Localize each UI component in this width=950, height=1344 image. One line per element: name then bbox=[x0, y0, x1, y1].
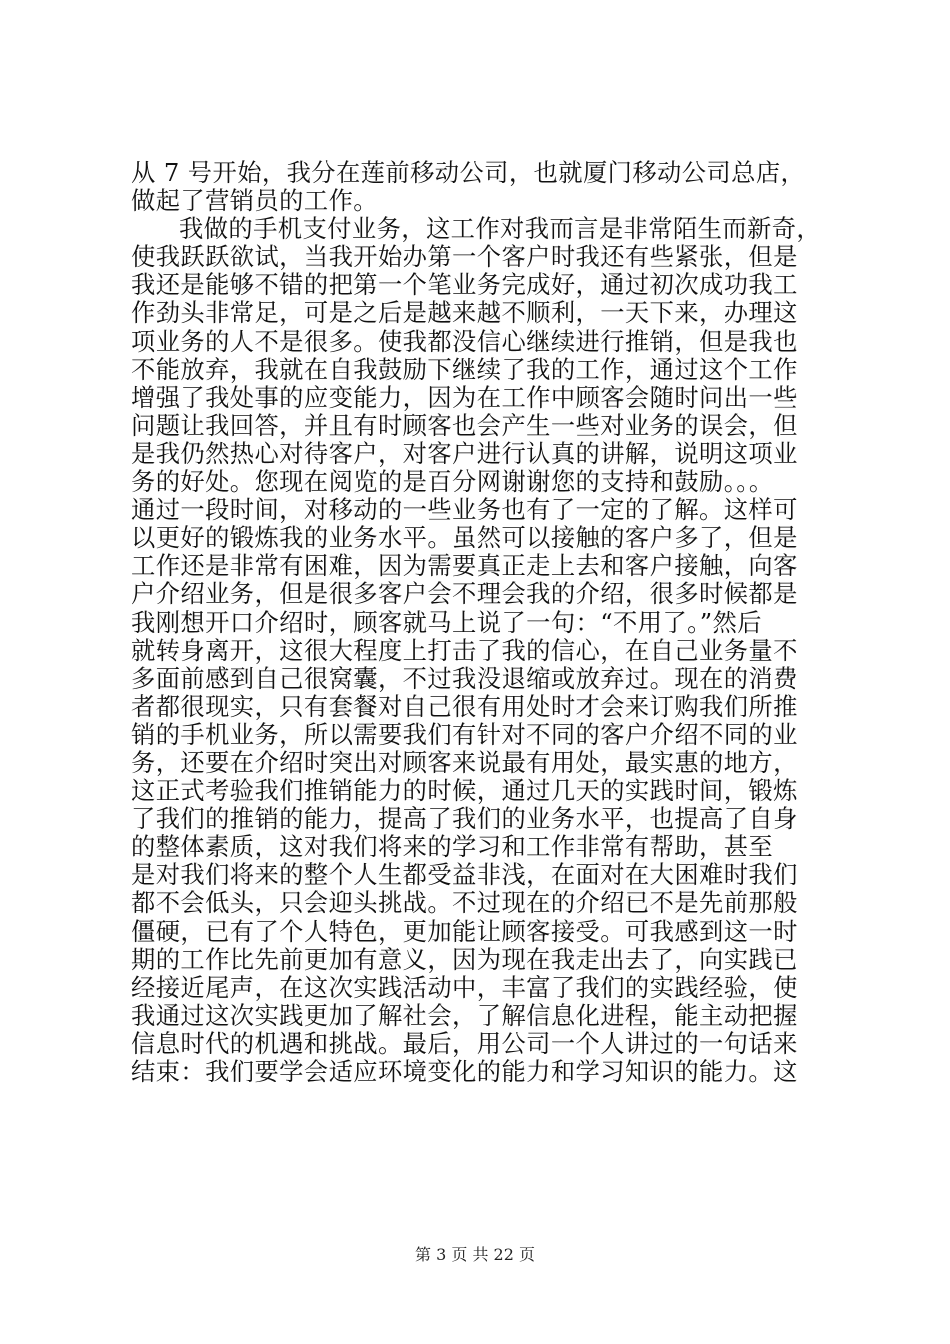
text-line: 户介绍业务，但是很多客户会不理会我的介绍，很多时候都是 bbox=[131, 579, 798, 609]
text-line: 工作还是非常有困难，因为需要真正走上去和客户接触，向客 bbox=[131, 551, 798, 581]
text-line: 的整体素质，这对我们将来的学习和工作非常有帮助，甚至 bbox=[131, 832, 774, 862]
text-line: 我刚想开口介绍时，顾客就马上说了一句：“不用了。”然后 bbox=[131, 607, 762, 637]
text-line: 作劲头非常足，可是之后是越来越不顺利，一天下来，办理这 bbox=[131, 298, 798, 328]
text-line: 是我仍然热心对待客户，对客户进行认真的讲解，说明这项业 bbox=[131, 438, 798, 468]
text-line: 僵硬，已有了个人特色，更加能让顾客接受。可我感到这一时 bbox=[131, 916, 798, 946]
text-line: 项业务的人不是很多。使我都没信心继续进行推销，但是我也 bbox=[131, 326, 798, 356]
text-line: 以更好的锻炼我的业务水平。虽然可以接触的客户多了，但是 bbox=[131, 523, 798, 553]
text-line: 都不会低头，只会迎头挑战。不过现在的介绍已不是先前那般 bbox=[131, 888, 798, 918]
text-line: 增强了我处事的应变能力，因为在工作中顾客会随时问出一些 bbox=[131, 382, 798, 412]
text-line: 信息时代的机遇和挑战。最后，用公司一个人讲过的一句话来 bbox=[131, 1028, 798, 1058]
text-line: 是对我们将来的整个人生都受益非浅，在面对在大困难时我们 bbox=[131, 860, 798, 890]
text-line: 期的工作比先前更加有意义，因为现在我走出去了，向实践已 bbox=[131, 944, 798, 974]
text-line: 我还是能够不错的把第一个笔业务完成好，通过初次成功我工 bbox=[131, 270, 798, 300]
paragraph-first-line: 我做的手机支付业务，这工作对我而言是非常陌生而新奇， bbox=[179, 214, 822, 244]
text-line: 通过一段时间，对移动的一些业务也有了一定的了解。这样可 bbox=[131, 495, 798, 525]
text-line: 务的好处。您现在阅览的是百分网谢谢您的支持和鼓励。。。 bbox=[131, 467, 774, 497]
text-line: 使我跃跃欲试，当我开始办第一个客户时我还有些紧张，但是 bbox=[131, 242, 798, 272]
text-line: 不能放弃，我就在自我鼓励下继续了我的工作，通过这个工作 bbox=[131, 354, 798, 384]
text-line: 就转身离开，这很大程度上打击了我的信心，在自己业务量不 bbox=[131, 635, 798, 665]
text-line: 经接近尾声，在这次实践活动中，丰富了我们的实践经验，使 bbox=[131, 972, 798, 1002]
text-line: 者都很现实，只有套餐对自己很有用处时才会来订购我们所推 bbox=[131, 691, 798, 721]
text-line: 销的手机业务，所以需要我们有针对不同的客户介绍不同的业 bbox=[131, 719, 798, 749]
text-line: 做起了营销员的工作。 bbox=[131, 186, 378, 216]
text-line: 了我们的推销的能力，提高了我们的业务水平，也提高了自身 bbox=[131, 804, 798, 834]
text-line: 我通过这次实践更加了解社会，了解信息化进程，能主动把握 bbox=[131, 1000, 798, 1030]
text-line: 结束：我们要学会适应环境变化的能力和学习知识的能力。这 bbox=[131, 1057, 798, 1086]
text-line: 务，还要在介绍时突出对顾客来说最有用处，最实惠的地方， bbox=[131, 747, 798, 777]
page-number-footer: 第 3 页 共 22 页 bbox=[415, 1245, 535, 1264]
text-line: 问题让我回答，并且有时顾客也会产生一些对业务的误会，但 bbox=[131, 410, 798, 440]
text-line: 这正式考验我们推销能力的时候，通过几天的实践时间，锻炼 bbox=[131, 776, 798, 806]
text-line: 从 7 号开始，我分在莲前移动公司，也就厦门移动公司总店， bbox=[131, 158, 806, 187]
text-line: 多面前感到自己很窝囊，不过我没退缩或放弃过。现在的消费 bbox=[131, 663, 798, 693]
body-text bbox=[131, 159, 831, 1086]
